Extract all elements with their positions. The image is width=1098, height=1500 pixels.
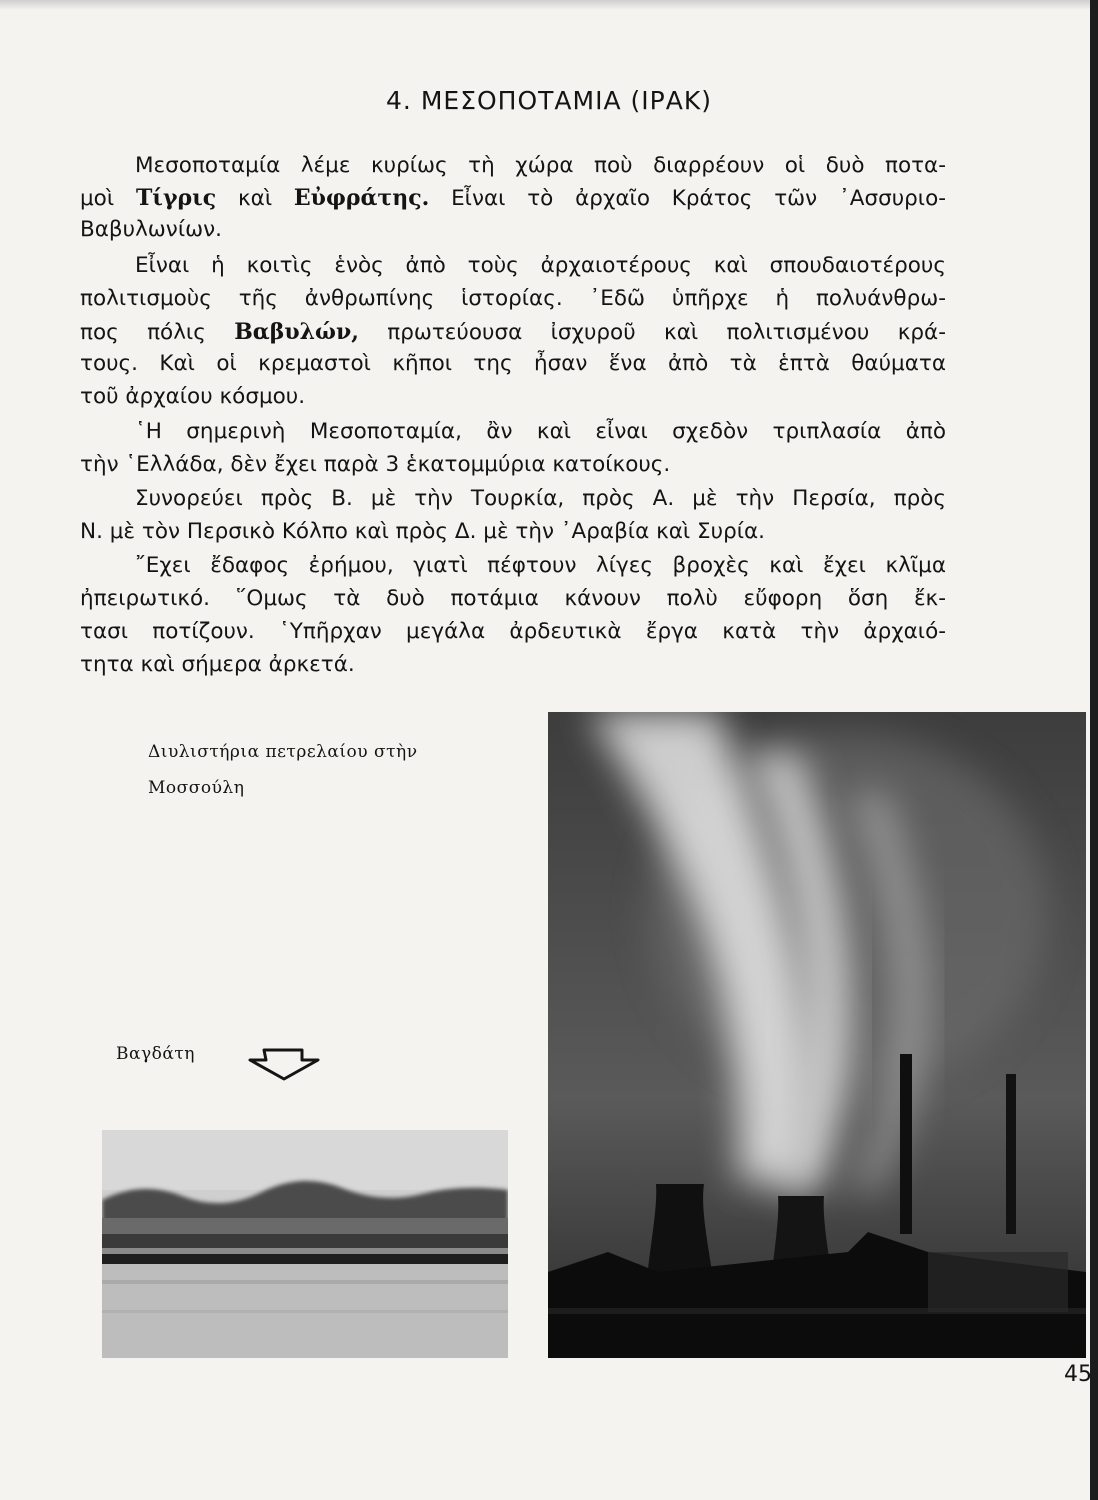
text-line: ῾Η σημερινὴ Μεσοποταμία, ἂν καὶ εἶναι σχεδὸν τριπλασία ἀπὸ [135,419,946,444]
page-top-shadow [0,0,1098,10]
text-line: ἠπειρωτικό. ῞Ομως τὰ δυὸ ποτάμια κάνουν πολὺ εὔφορη ὅση ἔκ- [80,586,946,611]
refinery-caption-line1: Διυλιστήρια πετρελαίου στὴν [148,742,418,762]
text-line: Μεσοποταμία λέμε κυρίως τὴ χώρα ποὺ διαρρέουν οἱ δυὸ ποτα- [135,153,946,178]
text-line: μοὶ Τίγρις καὶ Εὐφράτης. Εἶναι τὸ ἀρχαῖο Κράτος τῶν ᾿Ασσυριο- [80,185,946,211]
down-arrow-outline-icon [246,1046,322,1082]
text-line: πολιτισμοὺς τῆς ἀνθρωπίνης ἱστορίας. ᾿Εδῶ ὑπῆρχε ἡ πολυάνθρω- [80,286,946,311]
text-line: Ν. μὲ τὸν Περσικὸ Κόλπο καὶ πρὸς Δ. μὲ τὴν ᾿Αραβία καὶ Συρία. [80,519,765,544]
bold-term-euphrates: Εὐφράτης. [293,185,430,211]
page-number: 45 [1064,1362,1092,1387]
bold-term-babylon: Βαβυλών, [234,319,359,345]
page-title: 4. ΜΕΣΟΠΟΤΑΜΙΑ (ΙΡΑΚ) [386,86,712,115]
refinery-photo [548,712,1086,1358]
text-line: πος πόλις Βαβυλών, πρωτεύουσα ἰσχυροῦ καὶ πολιτισμένου κρά- [80,319,946,345]
text-line: τους. Καὶ οἱ κρεμαστοὶ κῆποι της ἦσαν ἕνα ἀπὸ τὰ ἑπτὰ θαύματα [80,351,946,376]
baghdad-photo [102,1130,508,1358]
refinery-caption-line2: Μοσσούλη [148,778,245,798]
page-right-edge [1090,0,1098,1500]
text-line: τητα καὶ σήμερα ἀρκετά. [80,652,355,677]
text-line: Εἶναι ἡ κοιτὶς ἑνὸς ἀπὸ τοὺς ἀρχαιοτέρους καὶ σπουδαιοτέρους [135,253,946,278]
text-line: Συνορεύει πρὸς Β. μὲ τὴν Τουρκία, πρὸς Α. μὲ τὴν Περσία, πρὸς [135,486,946,511]
baghdad-caption: Βαγδάτη [116,1044,195,1064]
text-line: Βαβυλωνίων. [80,217,222,242]
text-line: ῎Εχει ἔδαφος ἐρήμου, γιατὶ πέφτουν λίγες βροχὲς καὶ ἔχει κλῖμα [135,553,946,578]
text-line: τοῦ ἀρχαίου κόσμου. [80,384,306,409]
text-line: τὴν ῾Ελλάδα, δὲν ἔχει παρὰ 3 ἑκατομμύρια κατοίκους. [80,452,671,477]
text-line: τασι ποτίζουν. ῾Υπῆρχαν μεγάλα ἀρδευτικὰ ἔργα κατὰ τὴν ἀρχαιό- [80,619,946,644]
bold-term-tigris: Τίγρις [135,185,217,211]
